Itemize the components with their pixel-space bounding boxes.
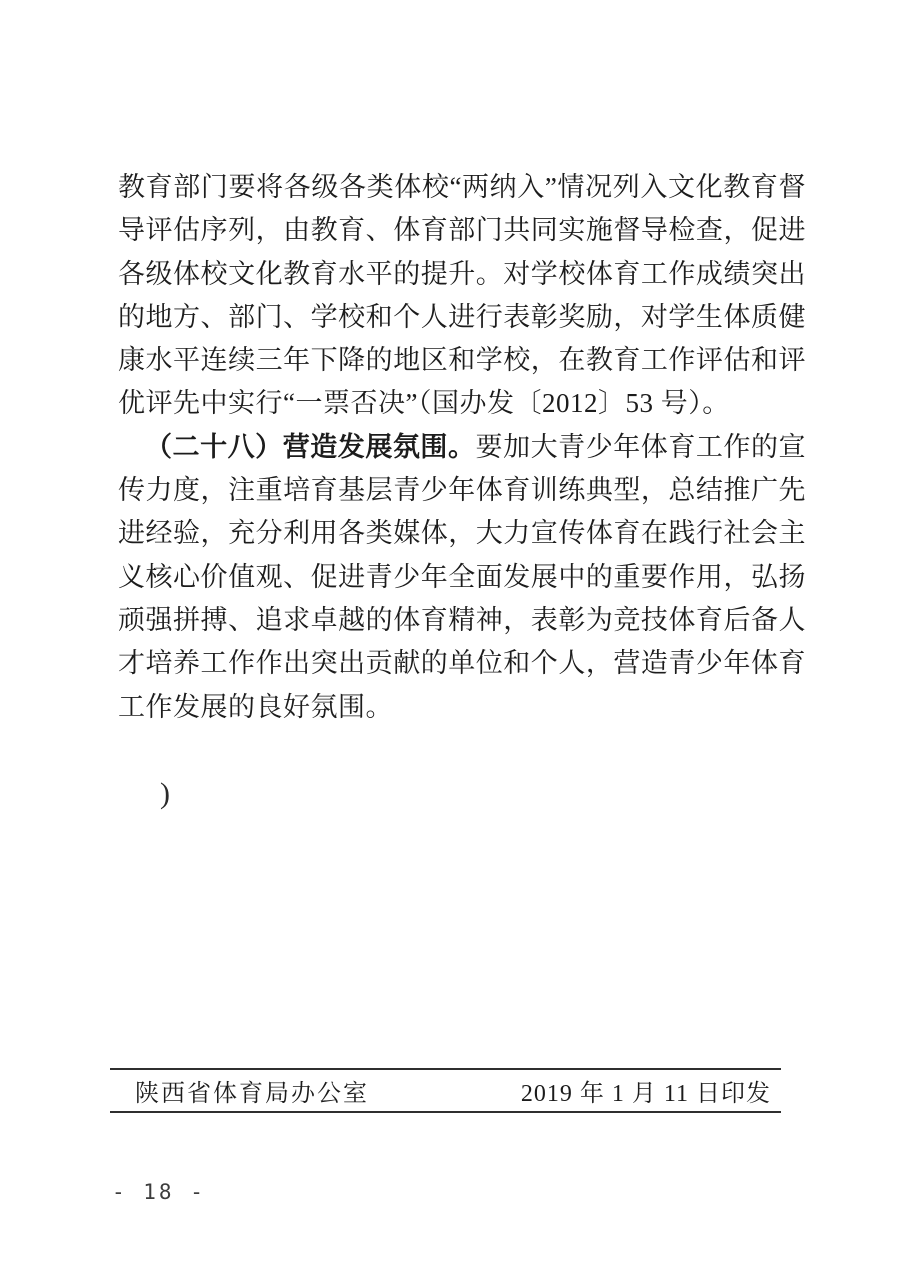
paragraph-clause-28 [118,426,806,729]
paragraph-text: 要加大青少年体育工作的宣传力度，注重培育基层青少年体育训练典型，总结推广先进经验，充分利用各类媒体，大力宣传体育在践行社会主义核心价值观、促进青少年全面发展中的重要作用，弘扬顽强拼搏、追求卓越的体育精神，表彰为竞技体育后备人才培养工作作出突出贡献的单位和个人，营造青少年体育工作发展的良好氛围。 [118,431,807,722]
document-footer [110,1068,781,1113]
paragraph-continuation [118,166,806,426]
clause-heading: （二十八）营造发展氛围。 [145,431,476,462]
paragraph-text: 教育部门要将各级各类体校“两纳入”情况列入文化教育督导评估序列，由教育、体育部门共同实施督导检查，促进各级体校文化教育水平的提升。对学校体育工作成绩突出的地方、部门、学校和个人进行表彰奖励，对学生体质健康水平连续三年下降的地区和学校，在教育工作评估和评优评先中实行“一票否决”（国办发〔2012〕53 号）。 [118,172,806,419]
footer-print-date: 2019 年 1 月 11 日印发 [520,1081,771,1107]
stray-paren-mark: ) [160,777,170,810]
page-number: - 18 - [112,1180,206,1204]
footer-issuer: 陕西省体育局办公室 [135,1081,369,1107]
document-text-block [118,166,806,729]
